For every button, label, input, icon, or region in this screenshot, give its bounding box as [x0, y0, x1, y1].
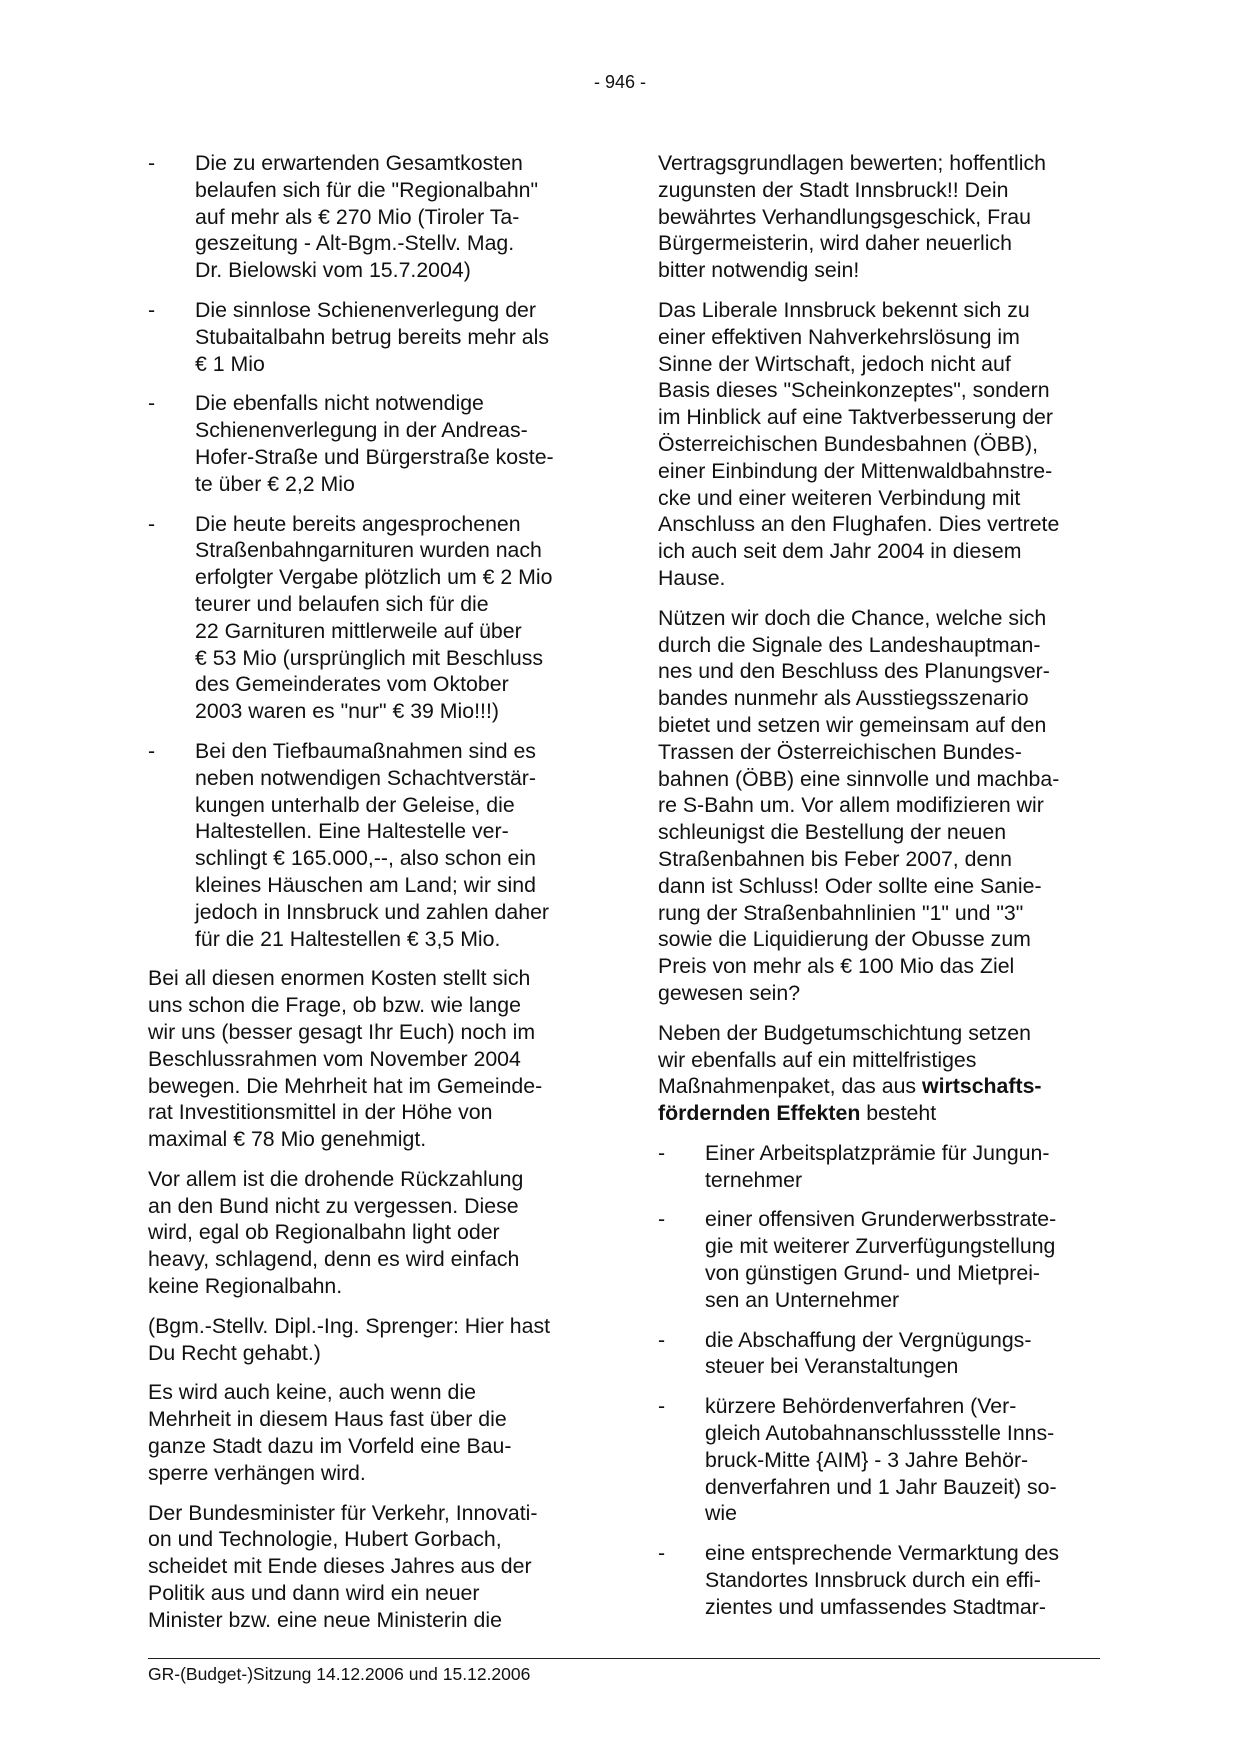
bullet-text: Die ebenfalls nicht notwendige Schienenverlegung in der Andreas- Hofer-Straße und Bürgerstraße koste- te über € 2,2 Mio — [195, 391, 554, 496]
bullet-dash: - — [148, 391, 156, 416]
list-item — [658, 1327, 1103, 1381]
right-column — [658, 150, 1103, 1634]
list-item — [658, 1140, 1103, 1194]
footer: GR-(Budget-)Sitzung 14.12.2006 und 15.12.2006 — [148, 1664, 531, 1684]
measures-tail: besteht — [860, 1101, 937, 1126]
paragraph: Nützen wir doch die Chance, welche sich durch die Signale des Landeshauptman- nes und den Beschluss des Planungsver- bandes nunmehr als Ausstiegsszenario bietet und setzen wir gemeinsam auf den Trassen der Österreichischen Bundes- bahnen (ÖBB) eine sinnvolle und machba- re S-Bahn um. Vor allem modifizieren wir schleunigst die Bestellung der neuen Straßenbahnen bis Feber 2007, denn dann ist Schluss! Oder sollte eine Sanie- rung der Straßenbahnlinien "1" und "3" sowie die Liquidierung der Obusse zum Preis von mehr als € 100 Mio das Ziel gewesen sein? — [658, 605, 1060, 1005]
bullet-dash: - — [148, 297, 156, 322]
list-item — [148, 511, 588, 725]
paragraph: Bei all diesen enormen Kosten stellt sich uns schon die Frage, ob bzw. wie lange wir uns (besser gesagt Ihr Euch) noch im Beschlussrahmen vom November 2004 bewegen. Die Mehrheit hat im Gemeinde- rat Investitionsmittel in der Höhe von maximal € 78 Mio genehmigt. — [148, 966, 543, 1152]
bullet-dash: - — [658, 1140, 666, 1165]
bullet-text: Einer Arbeitsplatzprämie für Jungun- ternehmer — [705, 1140, 1050, 1192]
bullet-dash: - — [658, 1394, 666, 1419]
bullet-dash: - — [658, 1207, 666, 1232]
paragraph: Es wird auch keine, auch wenn die Mehrheit in diesem Haus fast über die ganze Stadt dazu im Vorfeld eine Bau- sperre verhängen wird. — [148, 1380, 512, 1485]
bullet-dash: - — [148, 511, 156, 536]
bullet-text: Die sinnlose Schienenverlegung der Stubaitalbahn betrug bereits mehr als € 1 Mio — [195, 297, 549, 376]
list-item — [658, 1540, 1103, 1620]
bullet-text: Bei den Tiefbaumaßnahmen sind es neben notwendigen Schachtverstär- kungen unterhalb der Geleise, die Haltestellen. Eine Haltestelle ver- schlingt € 165.000,--, also schon ein kleines Häuschen am Land; wir sind jedoch in Innsbruck und zahlen daher für die 21 Haltestellen € 3,5 Mio. — [195, 738, 550, 951]
list-item — [148, 390, 588, 497]
paragraph: Vertragsgrundlagen bewerten; hoffentlich zugunsten der Stadt Innsbruck!! Dein bewährtes Verhandlungsgeschick, Frau Bürgermeisterin, wird daher neuerlich bitter notwendig sein! — [658, 151, 1046, 283]
paragraph: Vor allem ist die drohende Rückzahlung an den Bund nicht zu vergessen. Diese wird, egal ob Regionalbahn light oder heavy, schlagend, denn es wird einfach keine Regionalbahn. — [148, 1166, 524, 1299]
bullet-text: Die zu erwartenden Gesamtkosten belaufen sich für die "Regionalbahn" auf mehr als € 270 Mio (Tiroler Ta- geszeitung - Alt-Bgm.-Stellv. Mag. Dr. Bielowski vom 15.7.2004) — [195, 151, 539, 283]
bullet-dash: - — [658, 1541, 666, 1566]
measures-paragraph — [658, 1020, 1103, 1127]
bullet-text: Die heute bereits angesprochenen Straßenbahngarnituren wurden nach erfolgter Vergabe plötzlich um € 2 Mio teurer und belaufen sich für die 22 Garnituren mittlerweile auf über € 53 Mio (ursprünglich mit Beschluss des Gemeinderates vom Oktober 2003 waren es "nur" € 39 Mio!!!) — [195, 511, 553, 724]
bullet-text: die Abschaffung der Vergnügungs- steuer bei Veranstaltungen — [705, 1327, 1032, 1379]
list-item — [148, 738, 588, 952]
bullet-text: kürzere Behördenverfahren (Ver- gleich Autobahnanschlussstelle Inns- bruck-Mitte {AIM} - 3 Jahre Behör- denverfahren und 1 Jahr Bauzeit) so- wie — [705, 1394, 1057, 1526]
list-item — [658, 1206, 1103, 1313]
list-item — [148, 297, 588, 377]
paragraph: Das Liberale Innsbruck bekennt sich zu einer effektiven Nahverkehrslösung im Sinne der Wirtschaft, jedoch nicht auf Basis dieses "Scheinkonzeptes", sondern im Hinblick auf eine Taktverbesserung der Österreichischen Bundesbahnen (ÖBB), einer Einbindung der Mittenwaldbahnstre- cke und einer weiteren Verbindung mit Anschluss an den Flughafen. Dies vertrete ich auch seit dem Jahr 2004 in diesem Hause. — [658, 297, 1060, 590]
list-item — [148, 150, 588, 284]
measures-bold: wirtschafts- fördernden Effekten — [658, 1074, 1042, 1126]
measures-intro: Neben der Budgetumschichtung setzen wir ebenfalls auf ein mittelfristiges Maßnahmenpaket, das aus — [658, 1020, 1031, 1099]
page-number: - 946 - — [593, 72, 647, 92]
bullet-text: einer offensiven Grunderwerbsstrate- gie mit weiterer Zurverfügungstellung von günstigen Grund- und Mietprei- sen an Unternehmer — [705, 1207, 1057, 1312]
paragraph: (Bgm.-Stellv. Dipl.-Ing. Sprenger: Hier hast Du Recht gehabt.) — [148, 1313, 551, 1365]
bullet-text: eine entsprechende Vermarktung des Standortes Innsbruck durch ein effi- zientes und umfassendes Stadtmar- — [705, 1541, 1059, 1619]
bullet-dash: - — [658, 1327, 666, 1352]
paragraph: Der Bundesminister für Verkehr, Innovati- on und Technologie, Hubert Gorbach, scheidet mit Ende dieses Jahres aus der Politik aus und dann wird ein neuer Minister bzw. eine neue Ministerin die — [148, 1500, 538, 1632]
footer-divider — [148, 1658, 1100, 1659]
bullet-dash: - — [148, 151, 156, 175]
list-item — [658, 1393, 1103, 1527]
bullet-dash: - — [148, 738, 156, 763]
left-column — [148, 150, 588, 1647]
